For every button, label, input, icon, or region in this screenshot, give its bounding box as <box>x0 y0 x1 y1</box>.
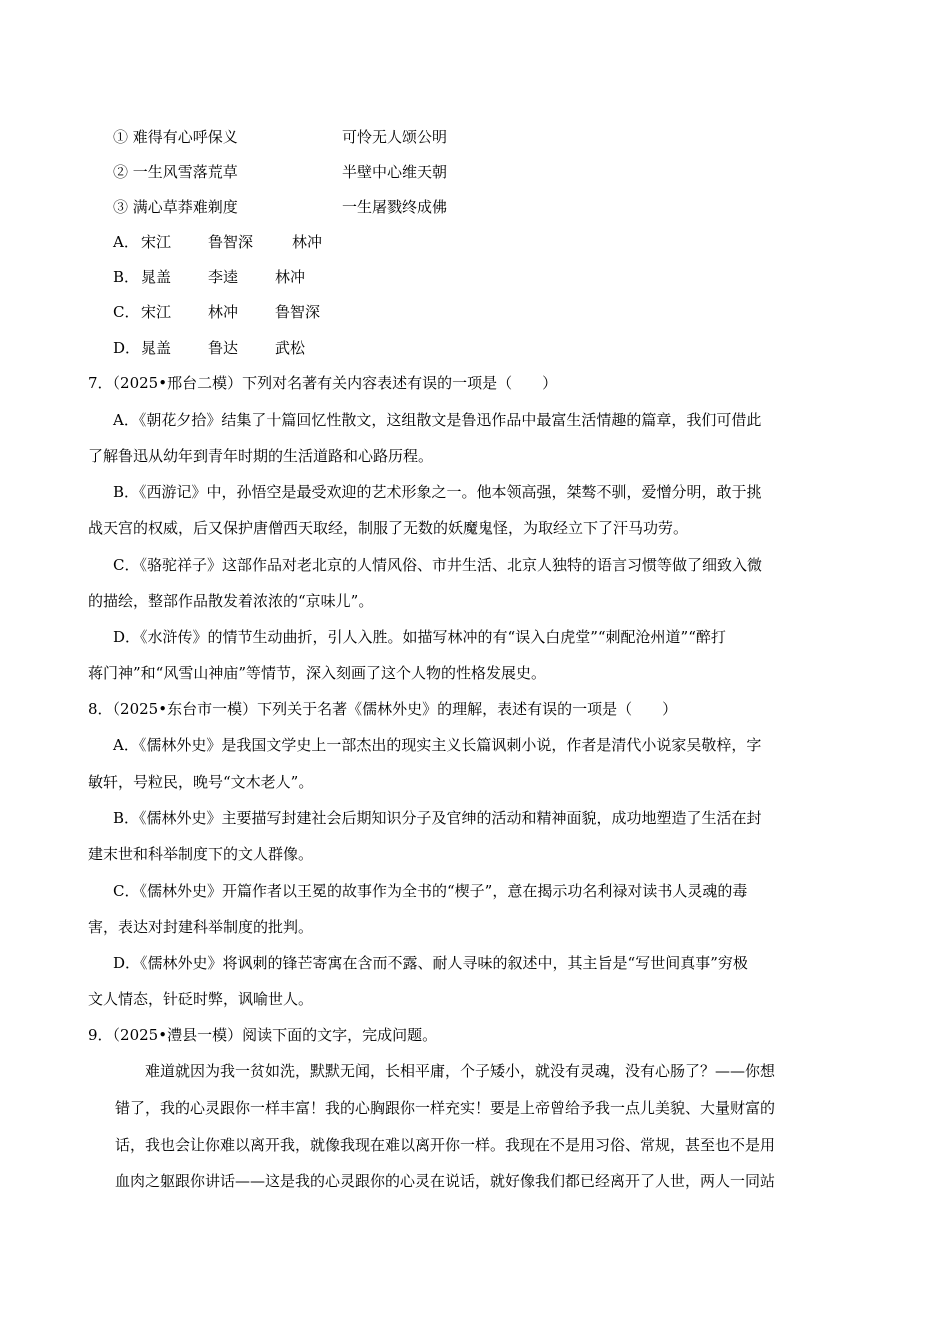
option-name: 晁盖 <box>141 268 172 286</box>
option-label: D． <box>113 339 141 357</box>
verse-pair-1 <box>113 127 447 147</box>
option-name: 林冲 <box>275 268 306 286</box>
q7-option-a-line1[interactable]: A．《朝花夕拾》结集了十篇回忆性散文，这组散文是鲁迅作品中最富生活情趣的篇章，我们可借此 <box>113 411 762 429</box>
q9-passage-line1: 难道就因为我一贫如洗，默默无闻，长相平庸，个子矮小，就没有灵魂，没有心肠了？——你想 <box>115 1062 776 1080</box>
option-label: B． <box>113 268 140 286</box>
verse-left: ① 难得有心呼保义 <box>113 128 238 146</box>
option-name: 林冲 <box>208 303 239 321</box>
q7-option-d-line2: 蒋门神”和“风雪山神庙”等情节，深入刻画了这个人物的性格发展史。 <box>88 664 547 682</box>
q7-option-b-line2: 战天宫的权威，后又保护唐僧西天取经，制服了无数的妖魔鬼怪，为取经立下了汗马功劳。 <box>88 519 689 537</box>
verse-left: ② 一生风雪落荒草 <box>113 163 238 181</box>
q8-option-c-line2: 害，表达对封建科举制度的批判。 <box>88 918 314 936</box>
q6-option-a[interactable] <box>113 232 322 252</box>
q6-option-b[interactable] <box>113 267 305 287</box>
option-name: 李逵 <box>208 268 239 286</box>
q8-option-c-line1[interactable]: C．《儒林外史》开篇作者以王冕的故事作为全书的“楔子”，意在揭示功名利禄对读书人灵魂的毒 <box>113 882 748 900</box>
verse-pair-2 <box>113 162 447 182</box>
option-name: 鲁智深 <box>275 303 321 321</box>
option-name: 鲁智深 <box>208 233 254 251</box>
verse-right: 半壁中心维天朝 <box>342 163 448 181</box>
q9-passage-line4: 血肉之躯跟你讲话——这是我的心灵跟你的心灵在说话，就好像我们都已经离开了人世，两人一同站 <box>115 1172 776 1190</box>
q7-option-c-line2: 的描绘，整部作品散发着浓浓的“京味儿”。 <box>88 592 374 610</box>
q8-option-a-line2: 敏轩，号粒民，晚号“文木老人”。 <box>88 773 314 791</box>
q7-option-c-line1[interactable]: C．《骆驼祥子》这部作品对老北京的人情风俗、市井生活、北京人独特的语言习惯等做了细致入微 <box>113 556 762 574</box>
q8-stem: 8．（2025•东台市一模）下列关于名著《儒林外史》的理解，表述有误的一项是（ ） <box>88 700 678 718</box>
option-name: 宋江 <box>141 303 172 321</box>
option-name: 宋江 <box>141 233 172 251</box>
q8-option-a-line1[interactable]: A．《儒林外史》是我国文学史上一部杰出的现实主义长篇讽刺小说，作者是清代小说家吴敬梓，字 <box>113 736 762 754</box>
option-name: 晁盖 <box>141 339 172 357</box>
q9-stem: 9．（2025•澧县一模）阅读下面的文字，完成问题。 <box>88 1026 438 1044</box>
verse-right: 一生屠戮终成佛 <box>342 198 448 216</box>
q6-option-d[interactable] <box>113 338 305 358</box>
verse-left: ③ 满心草莽难剃度 <box>113 198 238 216</box>
option-label: C． <box>113 303 140 321</box>
verse-right: 可怜无人颂公明 <box>342 128 448 146</box>
q7-option-b-line1[interactable]: B．《西游记》中，孙悟空是最受欢迎的艺术形象之一。他本领高强，桀骜不驯，爱憎分明，敢于挑 <box>113 483 762 501</box>
q8-option-b-line1[interactable]: B．《儒林外史》主要描写封建社会后期知识分子及官绅的活动和精神面貌，成功地塑造了生活在封 <box>113 809 762 827</box>
q7-option-d-line1[interactable]: D．《水浒传》的情节生动曲折，引人入胜。如描写林冲的有“误入白虎堂”“刺配沧州道”“醉打 <box>113 628 726 646</box>
q8-option-d-line1[interactable]: D．《儒林外史》将讽刺的锋芒寄寓在含而不露、耐人寻味的叙述中，其主旨是“写世间真事”穷极 <box>113 954 748 972</box>
q9-passage-line3: 话，我也会让你难以离开我，就像我现在难以离开你一样。我现在不是用习俗、常规，甚至也不是用 <box>115 1136 776 1154</box>
q7-stem: 7．（2025•邢台二模）下列对名著有关内容表述有误的一项是（ ） <box>88 374 558 392</box>
option-name: 武松 <box>275 339 306 357</box>
q8-option-b-line2: 建末世和科举制度下的文人群像。 <box>88 845 314 863</box>
option-name: 鲁达 <box>208 339 239 357</box>
q8-option-d-line2: 文人情态，针砭时弊，讽喻世人。 <box>88 990 314 1008</box>
q9-passage-line2: 错了，我的心灵跟你一样丰富！我的心胸跟你一样充实！要是上帝曾给予我一点儿美貌、大量财富的 <box>115 1099 776 1117</box>
option-label: A． <box>113 233 139 251</box>
option-name: 林冲 <box>292 233 323 251</box>
q6-option-c[interactable] <box>113 302 320 322</box>
q7-option-a-line2: 了解鲁迅从幼年到青年时期的生活道路和心路历程。 <box>88 447 434 465</box>
verse-pair-3 <box>113 197 447 217</box>
